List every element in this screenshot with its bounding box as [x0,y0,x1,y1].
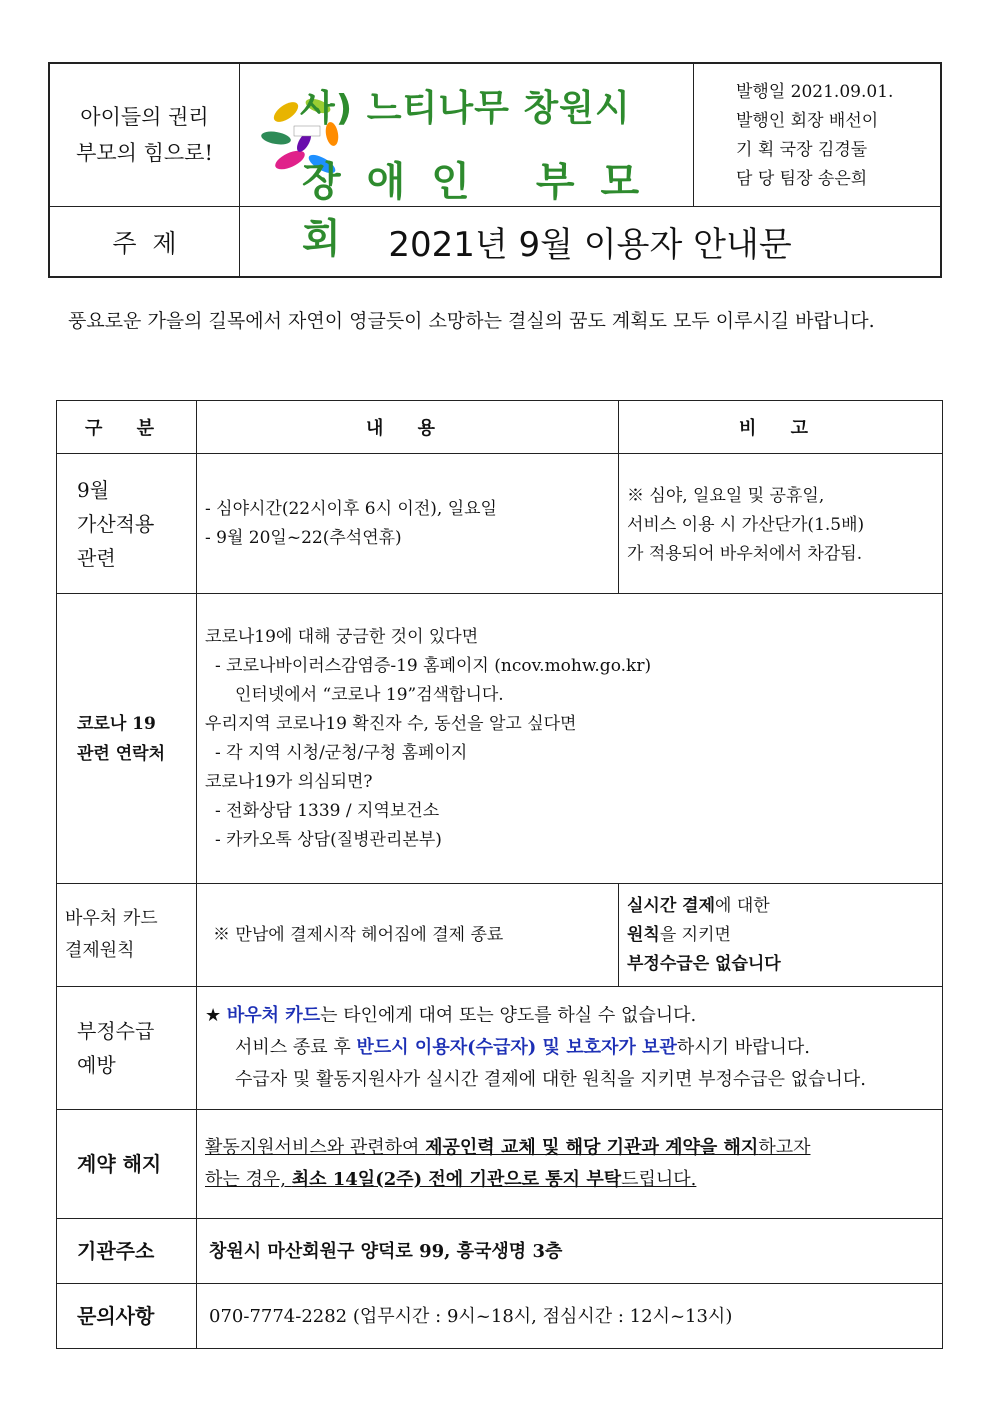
organization-name: 사) 느티나무 창원시 [300,88,631,129]
inquiry-label: 문의사항 [57,1284,197,1349]
issue-info [694,64,940,206]
manager: 담 당 팀장 송은희 [736,169,868,189]
surcharge-content: - 심야시간(22시이후 6시 이전), 일요일 - 9월 20일~22(추석연휴) [197,454,619,594]
intro-paragraph: 풍요로운 가을의 길목에서 자연이 영글듯이 소망하는 결실의 꿈도 계획도 모두 이루시길 바랍니다. [68,310,875,332]
contract-label: 계약 해지 [57,1110,197,1219]
surcharge-label: 9월 가산적용 관련 [57,454,197,594]
inquiry-content: 070-7774-2282 (업무시간 : 9시~18시, 점심시간 : 12시~13시) [197,1284,943,1349]
table-row-contract [57,1110,943,1219]
table-row-inquiry [57,1284,943,1349]
table-row-surcharge [57,454,943,594]
voucher-content: ※ 만남에 결제시작 헤어짐에 결제 종료 [197,884,619,987]
planner: 기 획 국장 김경둘 [736,140,868,160]
star-icon: ★ [205,1005,222,1026]
organization-subname: 장애인 부모회 [302,159,666,262]
issue-date: 발행일 2021.09.01. [736,82,894,102]
contract-content: 활동지원서비스와 관련하여 제공인력 교체 및 해당 기관과 계약을 해지하고자 하는 경우, 최소 14일(2주) 전에 기관으로 통지 부탁드립니다. [197,1110,943,1219]
subject-label: 주 제 [50,206,240,276]
header-category: 구 분 [57,401,197,454]
surcharge-note: ※ 심야, 일요일 및 공휴일, 서비스 이용 시 가산단가(1.5배) 가 적용되어 바우처에서 차감됨. [619,454,943,594]
fraud-label: 부정수급 예방 [57,987,197,1110]
slogan [50,64,240,206]
voucher-note: 실시간 결제에 대한 원칙을 지키면 부정수급은 없습니다 [619,884,943,987]
address-label: 기관주소 [57,1219,197,1284]
table-row-address [57,1219,943,1284]
info-table [56,400,943,1349]
covid-label: 코로나 19 관련 연락처 [57,594,197,884]
publisher: 발행인 회장 배선이 [736,111,879,131]
table-row-voucher [57,884,943,987]
slogan-line-1: 아이들의 권리 [80,105,209,129]
page-title: 2021년 9월 이용자 안내문 [240,206,940,276]
header-content: 내 용 [197,401,619,454]
table-header-row [57,401,943,454]
slogan-line-2: 부모의 힘으로! [76,141,213,165]
newsletter-header [48,62,942,278]
table-row-fraud [57,987,943,1110]
covid-content: 코로나19에 대해 궁금한 것이 있다면 - 코로나바이러스감염증-19 홈페이지 (ncov.mohw.go.kr) 인터넷에서 “코로나 19”검색합니다. 우리지역 코로나19 확진자 수, 동선을 알고 싶다면 - 각 지역 시청/군청/구청 홈페이지 코로나19가 의심되면? - 전화상담 1339 / 지역보건소 - 카카오톡 상담(질병관리본부) [197,594,943,884]
address-content: 창원시 마산회원구 양덕로 99, 흥국생명 3층 [197,1219,943,1284]
fraud-content: ★ 바우처 카드는 타인에게 대여 또는 양도를 하실 수 없습니다. 서비스 종료 후 반드시 이용자(수급자) 및 보호자가 보관하시기 바랍니다. 수급자 및 활동지원사가 실시간 결제에 대한 원칙을 지키면 부정수급은 없습니다. [197,987,943,1110]
voucher-label: 바우처 카드 결제원칙 [57,884,197,987]
table-row-covid [57,594,943,884]
header-note: 비 고 [619,401,943,454]
